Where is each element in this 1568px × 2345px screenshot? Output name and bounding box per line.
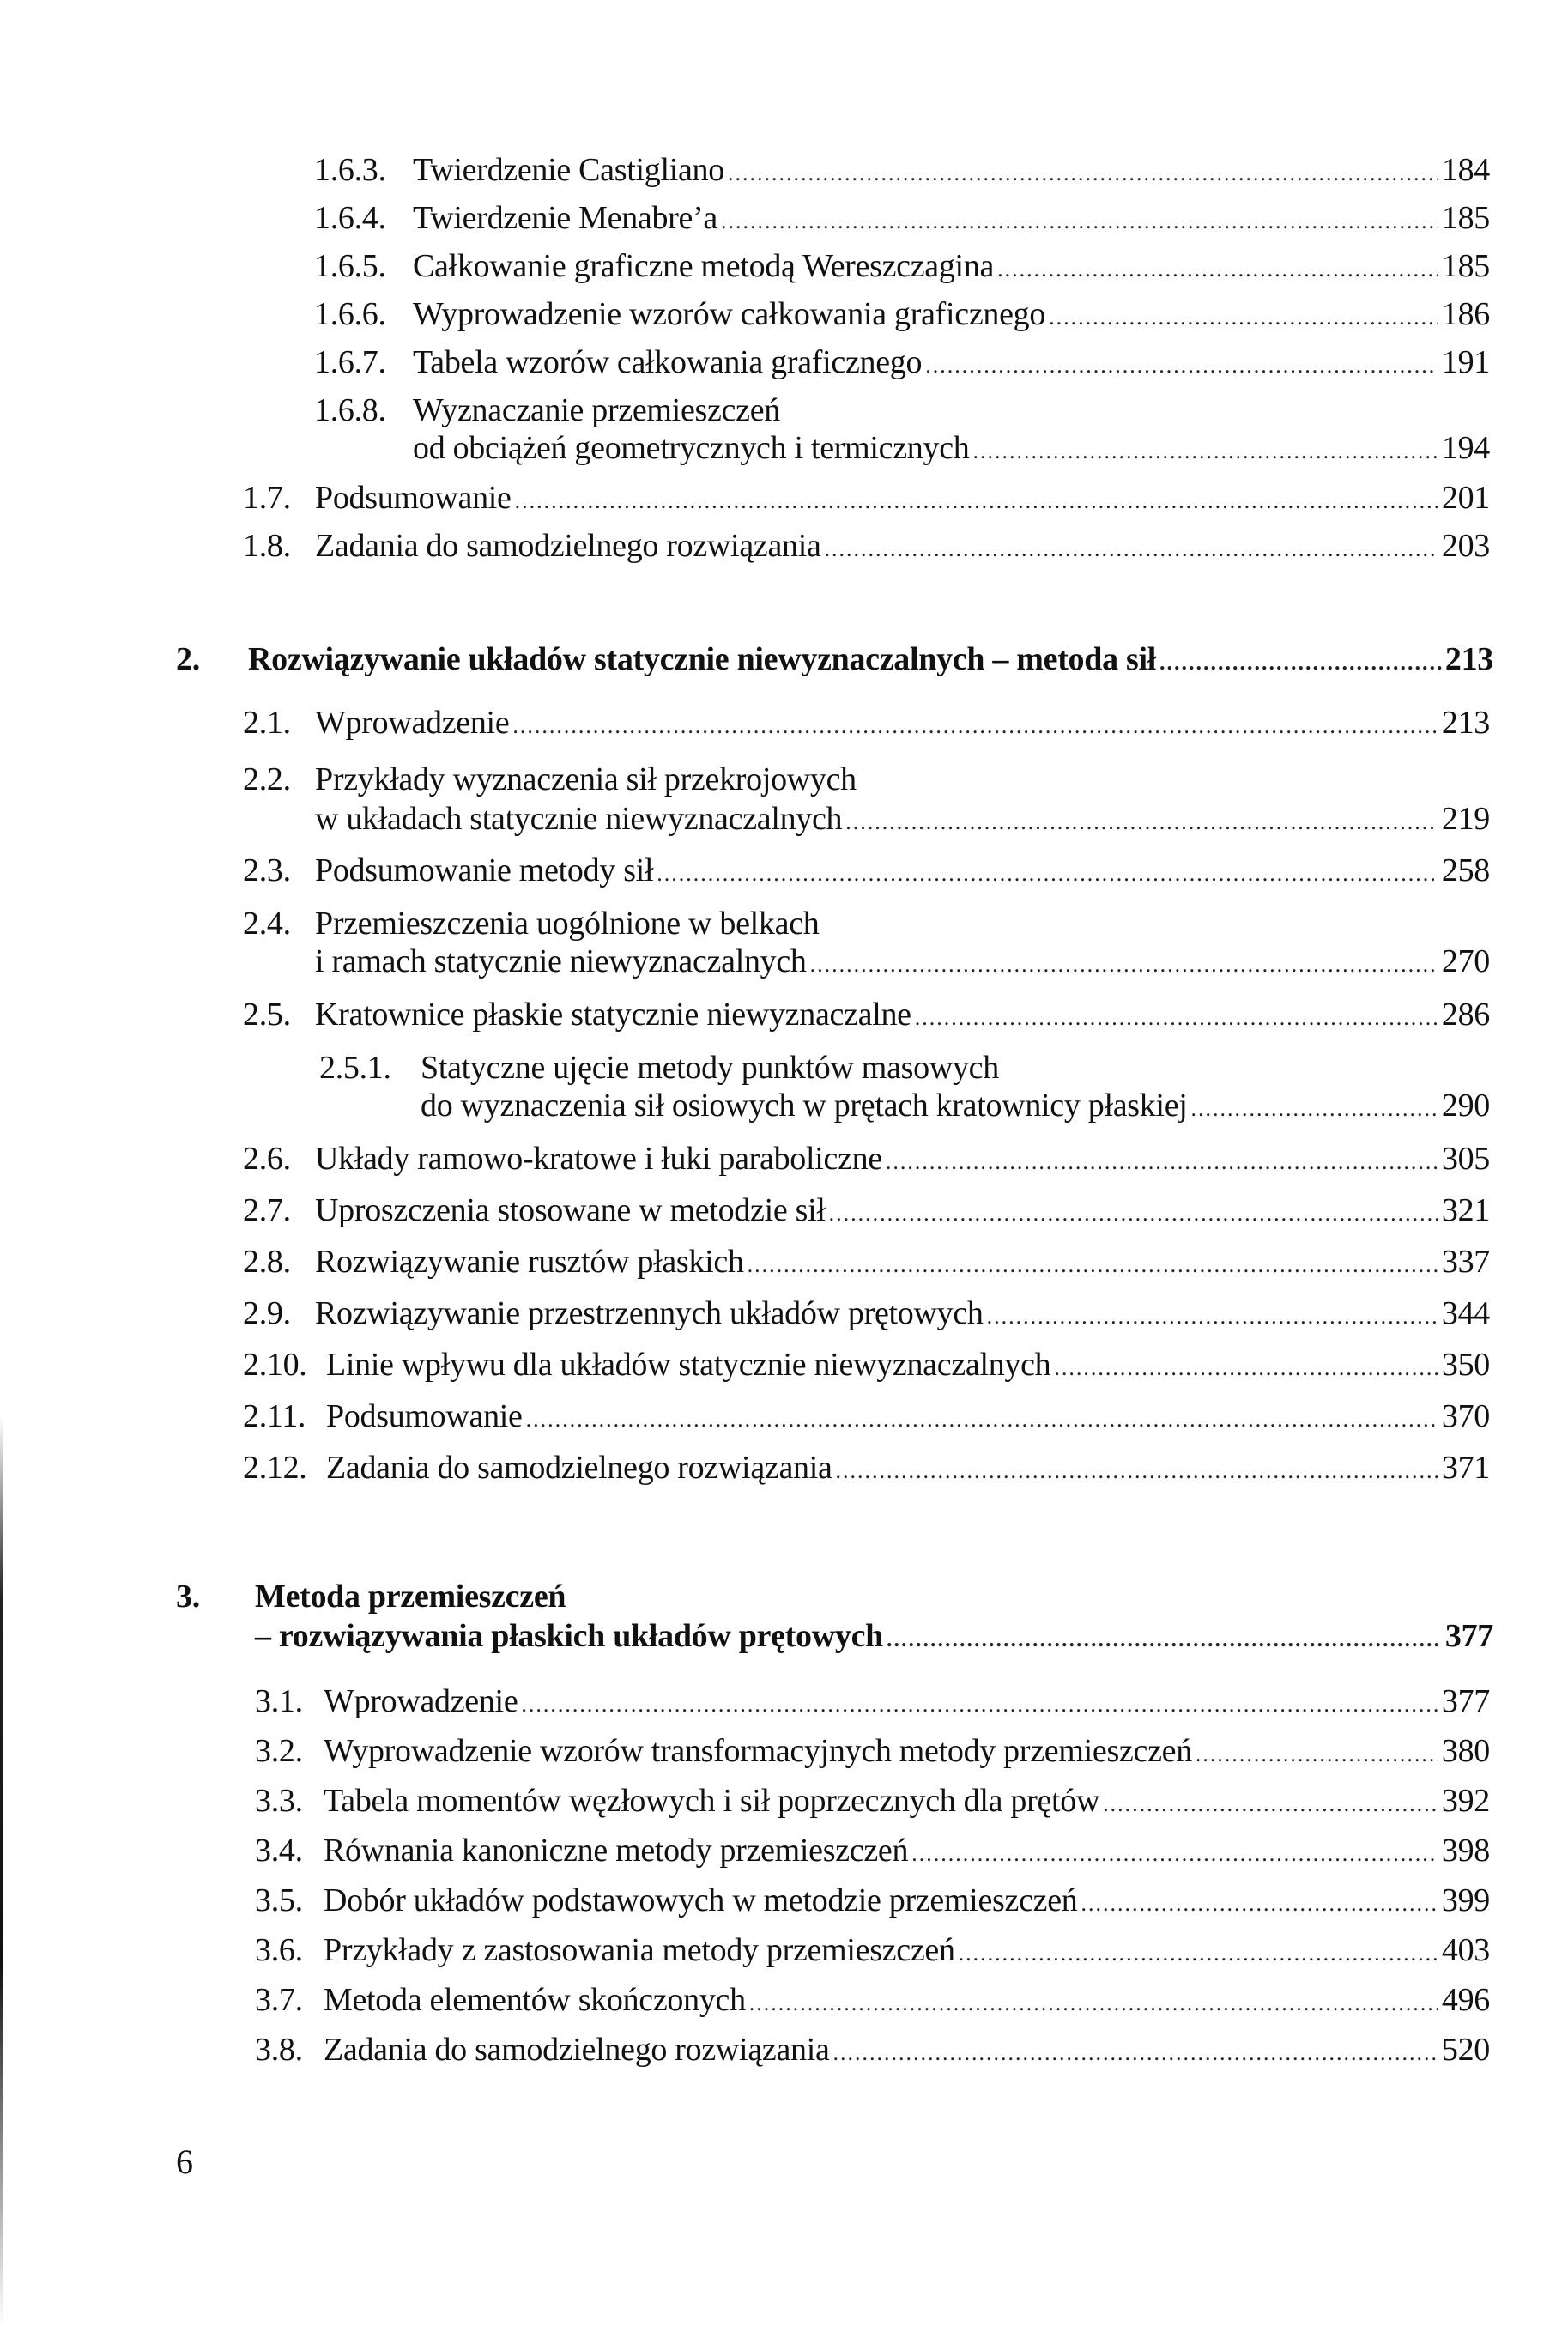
leader-dots	[728, 155, 1438, 192]
entry-page: 290	[1441, 1088, 1490, 1124]
entry-page: 398	[1441, 1833, 1490, 1869]
toc-entry-1-6-7[interactable]	[314, 343, 1490, 385]
scan-edge-shadow	[0, 1416, 3, 2326]
toc-entry-2-5-1-line2[interactable]	[421, 1087, 1490, 1128]
entry-number: 3.1.	[255, 1683, 303, 1719]
entry-number: 1.6.6.	[314, 296, 386, 332]
chapter-title: Rozwiązywanie układów statycznie niewyznaczalnych – metoda sił	[248, 641, 1156, 677]
entry-title: Dobór układów podstawowych w metodzie przemieszczeń	[324, 1882, 1078, 1918]
entry-title: Twierdzenie Menabre’a	[413, 200, 717, 236]
leader-dots	[925, 347, 1438, 385]
entry-title: Zadania do samodzielnego rozwiązania	[326, 1450, 832, 1486]
entry-title: Całkowanie graficzne metodą Wereszczagina	[413, 248, 995, 284]
entry-number: 3.2.	[255, 1733, 303, 1769]
toc-entry-2-10[interactable]	[243, 1346, 1490, 1387]
toc-chapter-2[interactable]	[176, 640, 1493, 682]
leader-dots	[972, 433, 1438, 470]
entry-page: 377	[1441, 1683, 1490, 1719]
leader-dots	[1081, 1885, 1438, 1923]
entry-title: Tabela wzorów całkowania graficznego	[413, 344, 923, 380]
leader-dots	[1049, 299, 1438, 336]
toc-entry-2-1[interactable]	[243, 704, 1490, 745]
entry-title-line2: od obciążeń geometrycznych i termicznych	[413, 430, 970, 466]
toc-entry-1-8[interactable]	[243, 527, 1490, 568]
entry-page: 371	[1441, 1450, 1490, 1486]
entry-number: 2.11.	[243, 1398, 306, 1434]
entry-page: 380	[1441, 1733, 1490, 1769]
leader-dots	[997, 251, 1438, 288]
toc-entry-3-3[interactable]	[255, 1782, 1490, 1823]
entry-number: 3.3.	[255, 1783, 303, 1819]
toc-entry-3-5[interactable]	[255, 1881, 1490, 1923]
entry-page: 186	[1441, 296, 1490, 332]
toc-entry-2-4-line1[interactable]	[243, 905, 819, 942]
leader-dots	[911, 1835, 1438, 1873]
entry-number: 1.8.	[243, 528, 291, 564]
leader-dots	[959, 1935, 1438, 1972]
entry-page: 305	[1441, 1141, 1490, 1177]
entry-title: Kratownice płaskie statycznie niewyznaczalne	[315, 997, 911, 1033]
entry-title-line1: Statyczne ujęcie metody punktów masowych	[421, 1050, 999, 1086]
entry-title: Metoda elementów skończonych	[324, 1982, 746, 2018]
entry-page: 370	[1441, 1398, 1490, 1434]
entry-page: 185	[1441, 200, 1490, 236]
entry-number: 1.6.8.	[314, 392, 386, 428]
entry-title: Przykłady z zastosowania metody przemieszczeń	[324, 1932, 955, 1968]
toc-entry-2-11[interactable]	[243, 1397, 1490, 1439]
entry-page: 219	[1441, 801, 1490, 837]
toc-chapter-3-line2[interactable]	[255, 1617, 1493, 1658]
toc-entry-1-6-4[interactable]	[314, 199, 1490, 240]
entry-number: 2.3.	[243, 852, 291, 888]
leader-dots	[512, 707, 1438, 745]
toc-entry-2-7[interactable]	[243, 1191, 1490, 1233]
chapter-title-line1: Metoda przemieszczeń	[255, 1578, 566, 1615]
leader-dots	[526, 1401, 1438, 1439]
entry-title-line1: Przemieszczenia uogólnione w belkach	[315, 906, 820, 942]
entry-title: Wprowadzenie	[315, 705, 510, 741]
leader-dots	[836, 1452, 1438, 1490]
toc-entry-1-6-5[interactable]	[314, 247, 1490, 288]
toc-entry-2-12[interactable]	[243, 1449, 1490, 1490]
entry-title: Linie wpływu dla układów statycznie niewyznaczalnych	[326, 1347, 1051, 1383]
leader-dots	[886, 1143, 1438, 1181]
toc-entry-2-4-line2[interactable]	[315, 942, 1490, 984]
entry-title: Równania kanoniczne metody przemieszczeń	[324, 1833, 909, 1869]
entry-page: 201	[1441, 480, 1490, 516]
entry-title: Twierdzenie Castigliano	[413, 152, 724, 188]
toc-entry-1-6-8-line2[interactable]	[413, 429, 1490, 470]
page-number: 6	[176, 2142, 193, 2181]
entry-page: 213	[1441, 705, 1490, 741]
entry-number: 2.8.	[243, 1244, 291, 1280]
leader-dots	[915, 999, 1438, 1037]
entry-title: Wyprowadzenie wzorów transformacyjnych metody przemieszczeń	[324, 1733, 1192, 1769]
entry-number: 2.5.	[243, 997, 291, 1033]
toc-entry-3-8[interactable]	[255, 2031, 1490, 2072]
toc-entry-3-6[interactable]	[255, 1931, 1490, 1972]
entry-title: Podsumowanie	[326, 1398, 523, 1434]
entry-page: 344	[1441, 1295, 1490, 1331]
toc-entry-3-4[interactable]	[255, 1832, 1490, 1873]
leader-dots	[987, 1298, 1438, 1336]
entry-title-line2: w układach statycznie niewyznaczalnych	[315, 801, 843, 837]
entry-title: Podsumowanie metody sił	[315, 852, 654, 888]
entry-page: 185	[1441, 248, 1490, 284]
entry-number: 1.7.	[243, 480, 291, 516]
toc-entry-2-3[interactable]	[243, 851, 1490, 893]
entry-title: Rozwiązywanie rusztów płaskich	[315, 1244, 744, 1280]
entry-number: 2.4.	[243, 906, 291, 942]
leader-dots	[887, 1621, 1442, 1658]
chapter-page: 213	[1444, 641, 1493, 677]
entry-page: 392	[1441, 1783, 1490, 1819]
toc-entry-2-2-line1[interactable]	[243, 760, 857, 798]
entry-title-line2: do wyznaczenia sił osiowych w prętach kratownicy płaskiej	[421, 1088, 1188, 1124]
leader-dots	[749, 1984, 1438, 2022]
entry-page: 270	[1441, 943, 1490, 979]
entry-page: 203	[1441, 528, 1490, 564]
leader-dots	[829, 1195, 1438, 1233]
entry-number: 3.7.	[255, 1982, 303, 2018]
entry-number: 2.12.	[243, 1450, 307, 1486]
entry-title: Wyprowadzenie wzorów całkowania graficznego	[413, 296, 1046, 332]
toc-entry-2-5-1-line1[interactable]	[319, 1049, 999, 1087]
entry-number: 3.4.	[255, 1833, 303, 1869]
leader-dots	[825, 530, 1438, 568]
leader-dots	[833, 2034, 1438, 2072]
entry-number: 2.9.	[243, 1295, 291, 1331]
entry-page: 286	[1441, 997, 1490, 1033]
leader-dots	[810, 946, 1438, 984]
leader-dots	[1103, 1785, 1438, 1823]
toc-entry-3-1[interactable]	[255, 1682, 1490, 1724]
entry-page: 194	[1441, 430, 1490, 466]
toc-entry-2-8[interactable]	[243, 1243, 1490, 1284]
entry-number: 2.7.	[243, 1192, 291, 1228]
toc-entry-3-2[interactable]	[255, 1732, 1490, 1773]
toc-entry-3-7[interactable]	[255, 1981, 1490, 2022]
toc-entry-2-2-line2[interactable]	[315, 800, 1490, 841]
entry-page: 350	[1441, 1347, 1490, 1383]
chapter-number: 2.	[176, 641, 200, 677]
toc-entry-1-6-3[interactable]	[314, 151, 1490, 192]
leader-dots	[521, 1686, 1438, 1724]
entry-number: 2.5.1.	[319, 1050, 391, 1086]
leader-dots	[1054, 1349, 1438, 1387]
chapter-page: 377	[1444, 1618, 1493, 1654]
entry-title: Zadania do samodzielnego rozwiązania	[324, 2032, 830, 2068]
entry-title: Tabela momentów węzłowych i sił poprzecznych dla prętów	[324, 1783, 1100, 1819]
entry-number: 1.6.5.	[314, 248, 386, 284]
toc-entry-2-5[interactable]	[243, 996, 1490, 1037]
entry-number: 3.8.	[255, 2032, 303, 2068]
chapter-title-line2: – rozwiązywania płaskich układów prętowych	[255, 1618, 883, 1654]
toc-entry-1-7[interactable]	[243, 479, 1490, 520]
toc-entry-1-6-6[interactable]	[314, 295, 1490, 336]
leader-dots	[721, 203, 1438, 240]
entry-title: Układy ramowo-kratowe i łuki paraboliczne	[315, 1141, 882, 1177]
entry-number: 3.5.	[255, 1882, 303, 1918]
entry-page: 258	[1441, 852, 1490, 888]
entry-title: Wprowadzenie	[324, 1683, 518, 1719]
entry-number: 2.1.	[243, 705, 291, 741]
entry-page: 399	[1441, 1882, 1490, 1918]
chapter-number: 3.	[176, 1578, 200, 1615]
entry-title-line2: i ramach statycznie niewyznaczalnych	[315, 943, 807, 979]
entry-page: 496	[1441, 1982, 1490, 2018]
leader-dots	[657, 855, 1438, 893]
leader-dots	[1196, 1736, 1438, 1773]
entry-title: Podsumowanie	[315, 480, 512, 516]
leader-dots	[515, 482, 1438, 520]
toc-chapter-3-line1[interactable]	[176, 1578, 566, 1615]
entry-page: 184	[1441, 152, 1490, 188]
entry-number: 2.2.	[243, 761, 291, 797]
entry-title-line1: Przykłady wyznaczenia sił przekrojowych	[315, 761, 857, 797]
leader-dots	[1159, 644, 1442, 682]
entry-page: 403	[1441, 1932, 1490, 1968]
leader-dots	[1191, 1090, 1438, 1128]
leader-dots	[845, 803, 1438, 841]
toc-entry-1-6-8-line1[interactable]	[314, 391, 780, 429]
entry-page: 520	[1441, 2032, 1490, 2068]
toc-entry-2-6[interactable]	[243, 1140, 1490, 1181]
entry-title-line1: Wyznaczanie przemieszczeń	[413, 392, 780, 428]
entry-page: 337	[1441, 1244, 1490, 1280]
entry-title: Zadania do samodzielnego rozwiązania	[315, 528, 821, 564]
entry-number: 2.6.	[243, 1141, 291, 1177]
entry-title: Uproszczenia stosowane w metodzie sił	[315, 1192, 826, 1228]
entry-page: 191	[1441, 344, 1490, 380]
entry-number: 1.6.4.	[314, 200, 386, 236]
toc-entry-2-9[interactable]	[243, 1294, 1490, 1336]
entry-number: 1.6.7.	[314, 344, 386, 380]
entry-number: 3.6.	[255, 1932, 303, 1968]
entry-page: 321	[1441, 1192, 1490, 1228]
leader-dots	[748, 1246, 1438, 1284]
entry-number: 1.6.3.	[314, 152, 386, 188]
entry-title: Rozwiązywanie przestrzennych układów prętowych	[315, 1295, 984, 1331]
entry-number: 2.10.	[243, 1347, 307, 1383]
